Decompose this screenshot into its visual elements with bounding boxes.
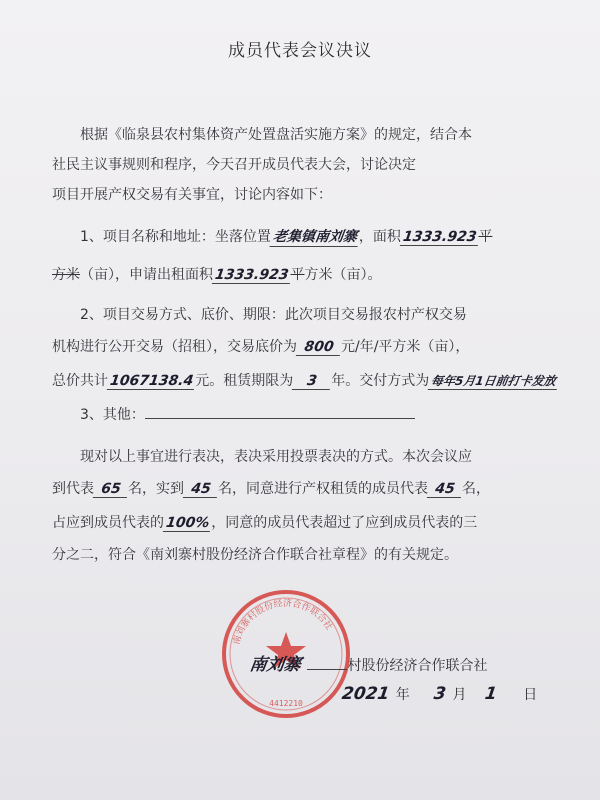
item1-area-label: ，面积: [358, 229, 401, 245]
item3-blank: [145, 406, 415, 419]
item1-suffix: 方米（亩）。: [304, 267, 382, 283]
item2-line3: [52, 370, 558, 390]
vote-line2-c: 名，同意进行产权租赁的成员代表: [218, 481, 428, 497]
para1-line2: 社民主议事规则和程序，今天召开成员代表大会，讨论决定: [52, 157, 416, 173]
item1-prefix: 1、项目名称和地址：坐落位置: [80, 229, 271, 245]
item3-label: 3、其他：: [80, 407, 145, 423]
date-line: [340, 684, 537, 704]
month-handwritten: 3: [432, 684, 448, 704]
price-handwritten: 800: [296, 339, 342, 356]
org-suffix: 村股份经济合作联合社: [347, 658, 488, 674]
agreed-handwritten: 45: [427, 481, 463, 498]
item2-line3-a: 总价共计: [52, 373, 108, 389]
day-unit: 日: [523, 687, 538, 703]
rent-area-handwritten: 1333.923: [212, 267, 292, 284]
item1-line1: [80, 226, 492, 247]
vote-line2-d: 名，: [462, 481, 490, 497]
unit-strike: 方米: [52, 267, 80, 283]
year-unit: 年: [395, 687, 410, 703]
item2-line2-a: 机构进行公开交易（招租），交易底价为: [52, 339, 297, 355]
location-handwritten: 老集镇南刘寨: [269, 226, 360, 247]
rent-unit-strike: 平: [290, 267, 305, 283]
area-handwritten: 1333.923: [400, 229, 480, 246]
year-handwritten: 2021: [340, 684, 391, 704]
item2-line2: [52, 336, 469, 356]
present-handwritten: 45: [183, 481, 219, 498]
item2-line2-b: 元/年/平方米（亩），: [341, 339, 470, 355]
signature-line: [248, 650, 487, 675]
vote-line3-a: 占应到成员代表的: [52, 515, 164, 531]
vote-line3-b: ，同意的成员代表超过了应到成员代表的三: [211, 515, 478, 531]
item3-line: [80, 404, 415, 424]
payment-handwritten: 每年5月1日前打卡发放: [428, 372, 559, 390]
vote-line3: [52, 512, 477, 532]
day-handwritten: 1: [483, 684, 499, 704]
item1-line2: [52, 264, 382, 284]
para1-line3: 项目开展产权交易有关事宜，讨论内容如下：: [52, 187, 332, 203]
signature-underline: [307, 669, 347, 670]
item2-line3-c: 年。交付方式为: [331, 373, 430, 389]
document-title: 成员代表会议决议: [228, 41, 372, 61]
svg-text:南刘寨村股份经济合作联合社: 南刘寨村股份经济合作联合社: [231, 598, 334, 646]
vote-line4: 分之二，符合《南刘寨村股份经济合作联合社章程》的有关规定。: [52, 547, 458, 563]
total-handwritten: 1067138.4: [107, 373, 197, 390]
item2-line1: 2、项目交易方式、底价、期限：此次项目交易报农村产权交易: [80, 307, 467, 323]
expected-handwritten: 65: [93, 481, 129, 498]
vote-line2: [52, 478, 490, 498]
seal-code: 4412210: [269, 699, 303, 708]
vote-line1: 现对以上事宜进行表决，表决采用投票表决的方式。本次会议应: [80, 449, 472, 465]
item1-mid: （亩），申请出租面积: [80, 267, 213, 283]
para1-line1: 根据《临泉县农村集体资产处置盘活实施方案》的规定，结合本: [80, 127, 472, 143]
percent-handwritten: 100%: [163, 515, 213, 532]
term-handwritten: 3: [292, 373, 332, 390]
area-unit-strike: 平: [478, 229, 493, 245]
vote-line2-a: 到代表: [52, 481, 94, 497]
vote-line2-b: 名，实到: [128, 481, 184, 497]
item2-line3-b: 元。租赁期限为: [195, 373, 294, 389]
signature-name-handwritten: 南刘寨: [248, 655, 303, 675]
month-unit: 月: [452, 687, 467, 703]
